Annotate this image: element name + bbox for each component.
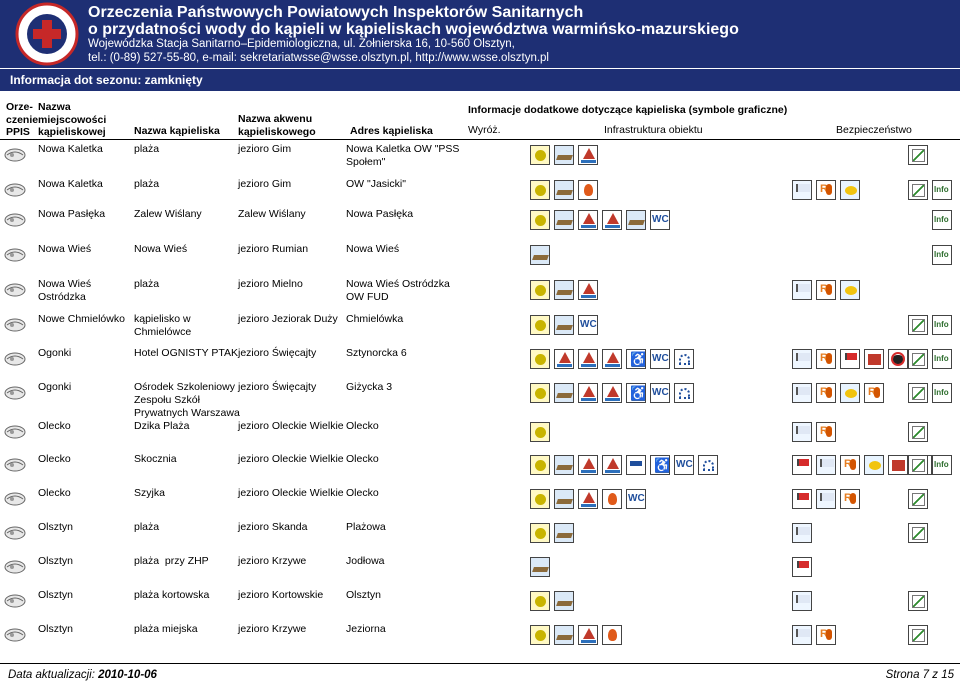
cell-locality: Olsztyn (38, 521, 74, 533)
cell-bath-name: plaża (134, 143, 160, 155)
board-icon (908, 349, 928, 369)
address-line: Wojewódzka Stacja Sanitarno–Epidemiologiczna, ul. Żołnierska 16, 10-560 Olsztyn, (88, 38, 515, 50)
cell-locality: Nowe Chmielówko (38, 313, 125, 325)
beach-icon (554, 523, 574, 543)
season-info-text: Informacja dot sezonu: zamknięty (10, 73, 203, 87)
cell-locality: Nowa Pasłęka (38, 208, 106, 220)
flag-icon (792, 591, 812, 611)
cell-locality: Ogonki (38, 347, 72, 359)
rescue-icon (816, 280, 836, 300)
cell-bath-name: Hotel OGNISTY PTAK (134, 347, 239, 359)
update-date: 2010-10-06 (98, 669, 157, 681)
cell-locality: Olecko (38, 487, 71, 499)
boat-icon (578, 455, 598, 475)
boat-icon (578, 210, 598, 230)
cell-locality: Ogonki (38, 381, 72, 393)
flag-red-icon (792, 489, 812, 509)
verdict-shell-icon (4, 458, 26, 472)
tap-icon (626, 455, 646, 475)
verdict-shell-icon (4, 148, 26, 162)
shop-icon (864, 349, 884, 369)
verdict-shell-icon (4, 283, 26, 297)
cell-locality: Olsztyn (38, 589, 74, 601)
beach-icon (554, 145, 574, 165)
flag-icon (792, 625, 812, 645)
duck-icon (840, 180, 860, 200)
subheader-infrastructure: Infrastruktura obiektu (604, 124, 703, 136)
rescue-icon (816, 383, 836, 403)
title-line2: o przydatności wody do kąpieli w kąpieliskach województwa warmińsko-mazurskiego (88, 21, 739, 38)
sun-icon (530, 280, 550, 300)
cell-address: Olecko (346, 487, 379, 499)
beach-icon (554, 625, 574, 645)
boat-icon (602, 455, 622, 475)
flag-icon (792, 280, 812, 300)
board-icon (908, 145, 928, 165)
duck-icon (840, 383, 860, 403)
flag-red-icon (792, 557, 812, 577)
cell-address: Olsztyn (346, 589, 382, 601)
column-header-ppis: Orze- czenie PPIS (6, 101, 39, 138)
verdict-shell-icon (4, 425, 26, 439)
cell-water-name: jezioro Oleckie Wielkie (238, 453, 344, 465)
beach-icon (530, 557, 550, 577)
cell-address: OW "Jasicki" (346, 178, 406, 190)
verdict-shell-icon (4, 628, 26, 642)
sun-icon (530, 523, 550, 543)
header-divider (0, 139, 960, 140)
board-icon (908, 180, 928, 200)
flag-red-icon (792, 455, 812, 475)
shower-icon (698, 455, 718, 475)
board-icon (908, 523, 928, 543)
boat-icon (554, 349, 574, 369)
cell-water-name: jezioro Święcajty (238, 347, 317, 359)
wc-icon (650, 210, 670, 230)
no-dog-icon (888, 349, 908, 369)
disabled-icon (626, 349, 646, 369)
wc-icon (626, 489, 646, 509)
boat-icon (578, 383, 598, 403)
cell-address: Chmielówka (346, 313, 404, 325)
verdict-shell-icon (4, 352, 26, 366)
beach-icon (554, 489, 574, 509)
boat-icon (578, 145, 598, 165)
update-label: Data aktualizacji: (8, 669, 99, 681)
cell-bath-name: plaża (134, 178, 160, 190)
rescue-icon (816, 349, 836, 369)
cell-water-name: Zalew Wiślany (238, 208, 306, 220)
board-icon (908, 625, 928, 645)
disabled-icon (626, 383, 646, 403)
boat-icon (578, 280, 598, 300)
cell-locality: Olsztyn (38, 555, 74, 567)
wc-icon (578, 315, 598, 335)
sanitary-inspection-logo (12, 2, 82, 66)
cell-address: Plażowa (346, 521, 386, 533)
disabled-icon (650, 455, 670, 475)
cell-bath-name: plaża miejska (134, 623, 198, 635)
cell-locality: Olsztyn (38, 623, 74, 635)
cell-locality: Nowa Wieś Ostródzka (38, 278, 92, 303)
boat-icon (602, 210, 622, 230)
page-number: Strona 7 z 15 (885, 669, 954, 681)
shower-icon (674, 383, 694, 403)
cell-address: Jeziorna (346, 623, 386, 635)
cell-bath-name: Dzika Plaża (134, 420, 190, 432)
info-icon (932, 180, 952, 200)
shop-icon (888, 455, 908, 475)
sun-icon (530, 455, 550, 475)
shower-icon (674, 349, 694, 369)
cell-locality: Olecko (38, 453, 71, 465)
wc-icon (650, 383, 670, 403)
cell-address: Jodłowa (346, 555, 385, 567)
cell-bath-name: Ośrodek Szkoleniowy Zespołu Szkół Prywatnych Warszawa (134, 381, 240, 419)
cell-bath-name: kąpielisko w Chmielówce (134, 313, 192, 338)
boat-icon (578, 349, 598, 369)
flag-icon (816, 489, 836, 509)
flag-red-icon (840, 349, 860, 369)
subheader-safety: Bezpieczeństwo (836, 124, 912, 136)
boat-icon (578, 625, 598, 645)
boat-icon (602, 349, 622, 369)
rescue-icon (840, 489, 860, 509)
sun-icon (530, 349, 550, 369)
rescue-icon (816, 422, 836, 442)
sun-icon (530, 625, 550, 645)
cell-address: Giżycka 3 (346, 381, 393, 393)
flag-icon (792, 422, 812, 442)
fire-icon (602, 625, 622, 645)
cell-water-name: jezioro Oleckie Wielkie (238, 487, 344, 499)
wc-icon (650, 349, 670, 369)
subheader-extra: Wyróż. (468, 124, 501, 136)
beach-icon (554, 210, 574, 230)
column-header-water-name: Nazwa akwenu kąpieliskowego (238, 113, 316, 138)
flag-icon (792, 523, 812, 543)
board-icon (908, 422, 928, 442)
verdict-shell-icon (4, 318, 26, 332)
sun-icon (530, 591, 550, 611)
verdict-shell-icon (4, 183, 26, 197)
verdict-shell-icon (4, 213, 26, 227)
verdict-shell-icon (4, 386, 26, 400)
board-icon (908, 383, 928, 403)
cell-water-name: jezioro Święcajty (238, 381, 317, 393)
boat-icon (602, 383, 622, 403)
beach-icon (554, 455, 574, 475)
footer (0, 663, 960, 685)
verdict-shell-icon (4, 248, 26, 262)
cell-bath-name: plaża (134, 521, 160, 533)
cell-water-name: jezioro Gim (238, 143, 292, 155)
sun-icon (530, 180, 550, 200)
cell-water-name: jezioro Skanda (238, 521, 308, 533)
sun-icon (530, 422, 550, 442)
cell-bath-name: Skocznia (134, 453, 177, 465)
column-header-additional: Informacje dodatkowe dotyczące kąpieliska (symbole graficzne) (468, 104, 788, 116)
flag-icon (816, 455, 836, 475)
cell-locality: Nowa Wieś (38, 243, 92, 255)
rescue-icon (840, 455, 860, 475)
flag-icon (792, 180, 812, 200)
cell-locality: Olecko (38, 420, 71, 432)
cell-address: Nowa Kaletka OW "PSS Społem" (346, 143, 460, 168)
cell-bath-name: plaża przy ZHP (134, 555, 209, 567)
verdict-shell-icon (4, 560, 26, 574)
flag-icon (792, 383, 812, 403)
sun-icon (530, 383, 550, 403)
sun-icon (530, 210, 550, 230)
title-line1: Orzeczenia Państwowych Powiatowych Inspektorów Sanitarnych (88, 4, 584, 21)
sun-icon (530, 489, 550, 509)
verdict-shell-icon (4, 526, 26, 540)
boat-icon (578, 489, 598, 509)
rescue-icon (816, 180, 836, 200)
cell-address: Olecko (346, 420, 379, 432)
cell-water-name: jezioro Krzywe (238, 555, 307, 567)
header-banner (0, 0, 960, 68)
sun-icon (530, 315, 550, 335)
beach-icon (554, 280, 574, 300)
info-icon (932, 455, 952, 475)
cell-address: Nowa Wieś (346, 243, 400, 255)
verdict-shell-icon (4, 492, 26, 506)
cell-address: Olecko (346, 453, 379, 465)
info-icon (932, 315, 952, 335)
cell-water-name: jezioro Rumian (238, 243, 309, 255)
cell-water-name: jezioro Jeziorak Duży (238, 313, 338, 325)
beach-icon (554, 180, 574, 200)
board-icon (908, 315, 928, 335)
cell-water-name: jezioro Mielno (238, 278, 303, 290)
cell-bath-name: plaża (134, 278, 160, 290)
flag-icon (792, 349, 812, 369)
beach-icon (554, 591, 574, 611)
column-header-address: Adres kąpieliska (350, 125, 433, 137)
season-info-bar (0, 68, 960, 91)
update-info (8, 669, 157, 681)
board-icon (908, 489, 928, 509)
contact-line: tel.: (0-89) 527-55-80, e-mail: sekretariatwsse@wsse.olsztyn.pl, http://www.wsse.olsztyn.pl (88, 52, 549, 64)
board-icon (908, 455, 928, 475)
cell-bath-name: Nowa Wieś (134, 243, 188, 255)
cell-bath-name: Szyjka (134, 487, 165, 499)
rescue-icon (816, 625, 836, 645)
fire-icon (602, 489, 622, 509)
info-icon (932, 210, 952, 230)
beach-icon (554, 383, 574, 403)
cell-address: Sztynorcka 6 (346, 347, 407, 359)
sun-icon (530, 145, 550, 165)
cell-locality: Nowa Kaletka (38, 178, 103, 190)
beach-icon (554, 315, 574, 335)
cell-bath-name: Zalew Wiślany (134, 208, 202, 220)
cell-address: Nowa Pasłęka (346, 208, 414, 220)
cell-bath-name: plaża kortowska (134, 589, 210, 601)
wc-icon (674, 455, 694, 475)
cell-water-name: jezioro Gim (238, 178, 292, 190)
column-header-locality: Nazwa miejscowości kąpieliskowej (38, 101, 107, 138)
pier-icon (626, 210, 646, 230)
rescue-icon (864, 383, 884, 403)
cell-water-name: jezioro Oleckie Wielkie (238, 420, 344, 432)
cell-water-name: jezioro Krzywe (238, 623, 307, 635)
info-icon (932, 349, 952, 369)
duck-icon (840, 280, 860, 300)
column-header-bath-name: Nazwa kąpieliska (134, 125, 220, 137)
cell-water-name: jezioro Kortowskie (238, 589, 324, 601)
cell-locality: Nowa Kaletka (38, 143, 103, 155)
board-icon (908, 591, 928, 611)
info-icon (932, 245, 952, 265)
info-icon (932, 383, 952, 403)
verdict-shell-icon (4, 594, 26, 608)
duck-icon (864, 455, 884, 475)
cell-address: Nowa Wieś Ostródzka OW FUD (346, 278, 450, 303)
fire-icon (578, 180, 598, 200)
beach-icon (530, 245, 550, 265)
